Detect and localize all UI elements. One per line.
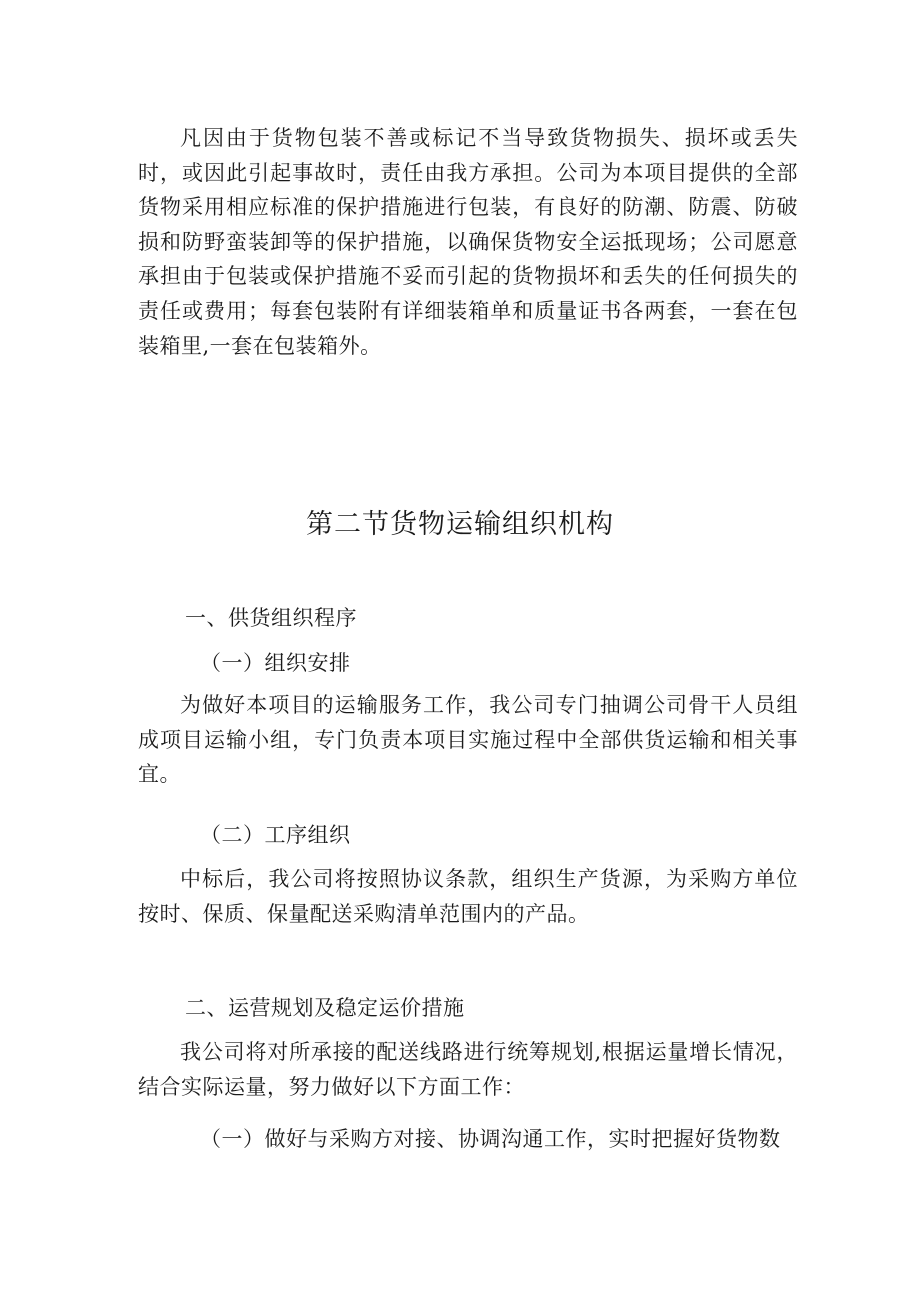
transport-team-paragraph: 为做好本项目的运输服务工作，我公司专门抽调公司骨干人员组成项目运输小组，专门负责本项目实施过程中全部供货运输和相关事宜。 xyxy=(138,693,798,787)
heading-operation-planning: 二、运营规划及稳定运价措施 xyxy=(185,996,465,1020)
post-award-paragraph: 中标后，我公司将按照协议条款，组织生产货源，为采购方单位按时、保质、保量配送采购清单范围内的产品。 xyxy=(138,867,798,926)
packaging-responsibility-paragraph: 凡因由于货物包装不善或标记不当导致货物损失、损坏或丢失时，或因此引起事故时，责任由我方承担。公司为本项目提供的全部货物采用相应标准的保护措施进行包装，有良好的防潮、防震、防破损和防野蛮装卸等的保护措施，以确保货物安全运抵现场；公司愿意承担由于包装或保护措施不妥而引起的货物损坏和丢失的任何损失的责任或费用；每套包装附有详细装箱单和质量证书各两套，一套在包装箱里,一套在包装箱外。 xyxy=(138,126,798,358)
route-planning-paragraph: 我公司将对所承接的配送线路进行统筹规划,根据运量增长情况，结合实际运量，努力做好以下方面工作： xyxy=(138,1040,798,1099)
subheading-process-organization: （二）工序组织 xyxy=(200,823,351,847)
subheading-coordination: （一）做好与采购方对接、协调沟通工作，实时把握好货物数 xyxy=(200,1127,781,1151)
subheading-organization-arrangement: （一）组织安排 xyxy=(200,651,351,675)
heading-supply-procedure: 一、供货组织程序 xyxy=(185,606,357,630)
section-title: 第二节货物运输组织机构 xyxy=(306,509,614,540)
